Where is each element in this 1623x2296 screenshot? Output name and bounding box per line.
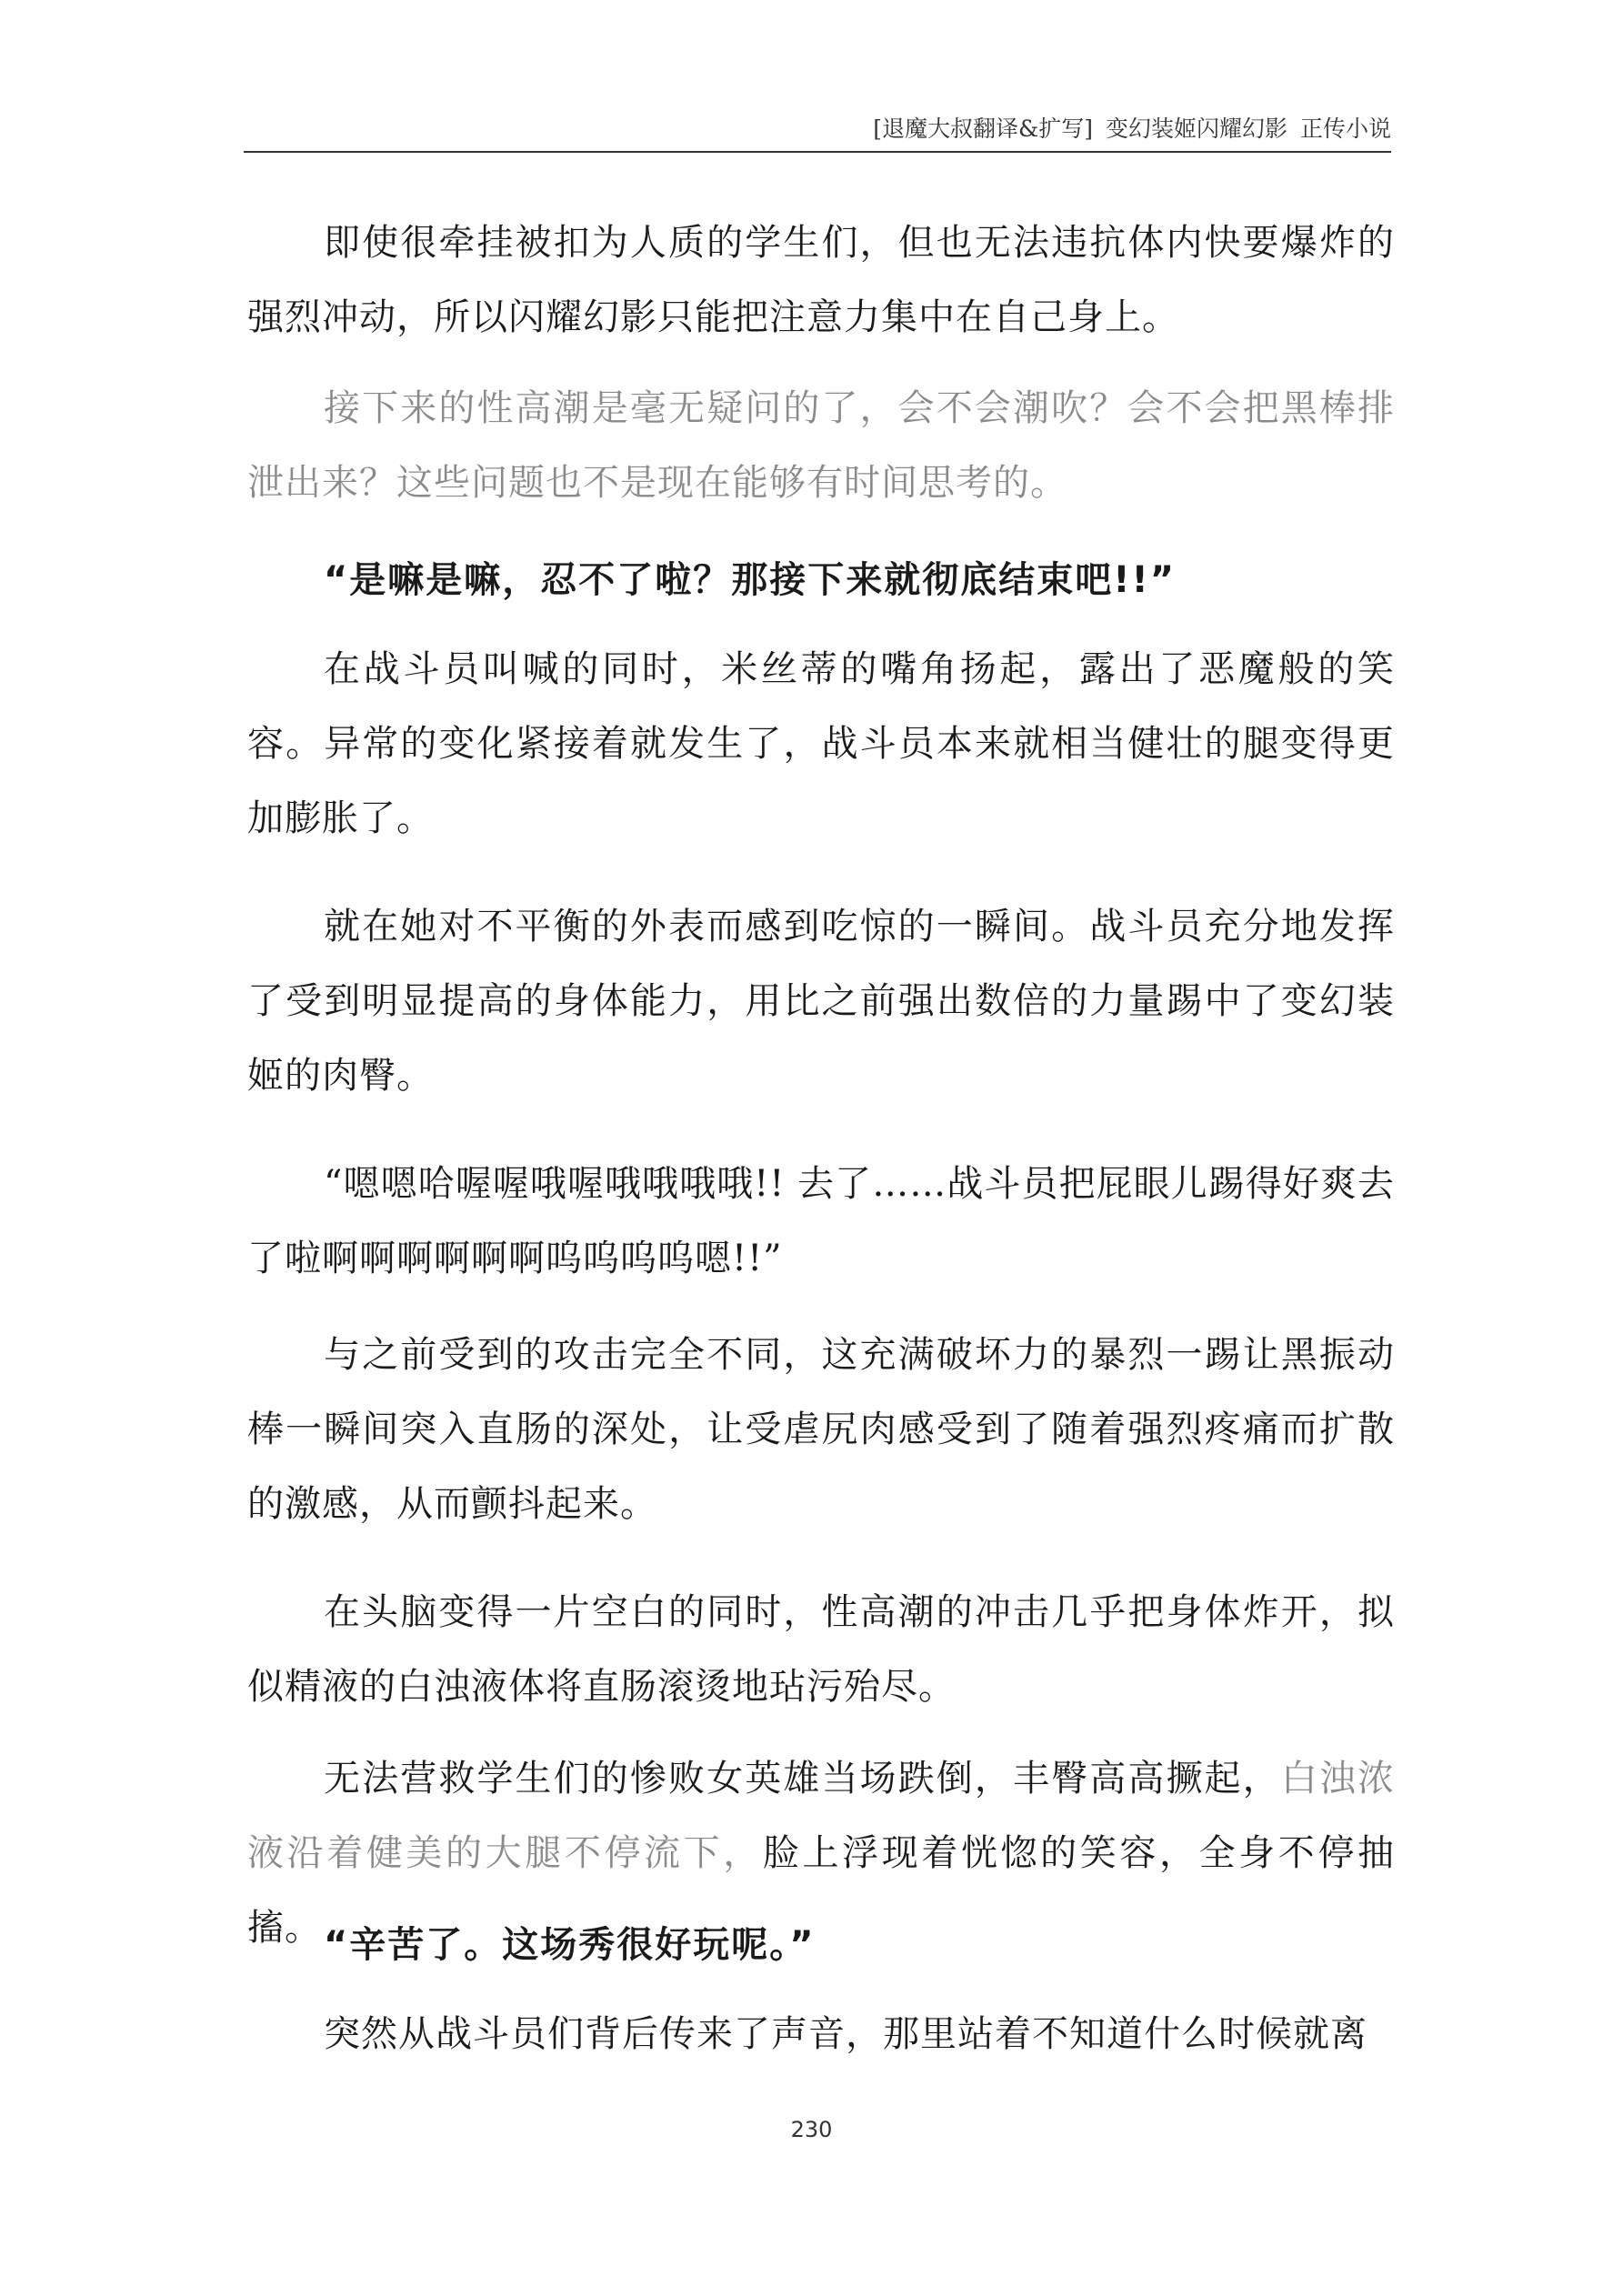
paragraph: 即使很牵挂被扣为人质的学生们，但也无法违抗体内快要爆炸的强烈冲动，所以闪耀幻影只能把注意力集中在自己身上。 — [247, 222, 1395, 338]
dialogue: “嗯嗯哈喔喔哦喔哦哦哦哦!! 去了……战斗员把屁眼儿踢得好爽去了啦啊啊啊啊啊啊呜呜呜呜嗯!!” — [247, 1163, 1395, 1279]
paragraph: 在头脑变得一片空白的同时，性高潮的冲击几乎把身体炸开，拟似精液的白浊液体将直肠滚烫地玷污殆尽。 — [247, 1591, 1395, 1708]
running-header — [244, 107, 1391, 153]
dialogue-bold: “是嘛是嘛，忍不了啦？那接下来就彻底结束吧!!” — [324, 559, 1177, 601]
paragraph: 就在她对不平衡的外表而感到吃惊的一瞬间。战斗员充分地发挥了受到明显提高的身体能力，用比之前强出数倍的力量踢中了变幻装姬的肉臀。 — [247, 906, 1395, 1097]
paragraph: 与之前受到的攻击完全不同，这充满破坏力的暴烈一踢让黑振动棒一瞬间突入直肠的深处，让受虐尻肉感受到了随着强烈疼痛而扩散的激感，从而颤抖起来。 — [247, 1334, 1395, 1525]
paragraph: 接下来的性高潮是毫无疑问的了，会不会潮吹？会不会把黑棒排泄出来？这些问题也不是现在能够有时间思考的。 — [247, 387, 1395, 504]
paragraph: 在战斗员叫喊的同时，米丝蒂的嘴角扬起，露出了恶魔般的笑容。异常的变化紧接着就发生了，战斗员本来就相当健壮的腿变得更加膨胀了。 — [247, 648, 1395, 839]
page-number: 230 — [790, 2117, 833, 2142]
header-title-part3: 正传小说 — [1299, 115, 1391, 142]
paragraph: 突然从战斗员们背后传来了声音，那里站着不知道什么时候就离 — [324, 2013, 1368, 2055]
paragraph-tail-part: 脸上浮现着恍惚的笑容，全身不停抽搐。 — [247, 1832, 1396, 1949]
paragraph-grey-part: 白浊浓液沿着健美的大腿不停流下， — [247, 1758, 1396, 1874]
dialogue-bold: “辛苦了。这场秀很好玩呢。” — [324, 1924, 816, 1966]
header-title-part1: [退魔大叔翻译&扩写] — [873, 115, 1093, 142]
header-title-part2: 变幻装姬闪耀幻影 — [1105, 115, 1287, 142]
paragraph-normal-part: 无法营救学生们的惨败女英雄当场跌倒，丰臀高高撅起， — [324, 1758, 1281, 1800]
